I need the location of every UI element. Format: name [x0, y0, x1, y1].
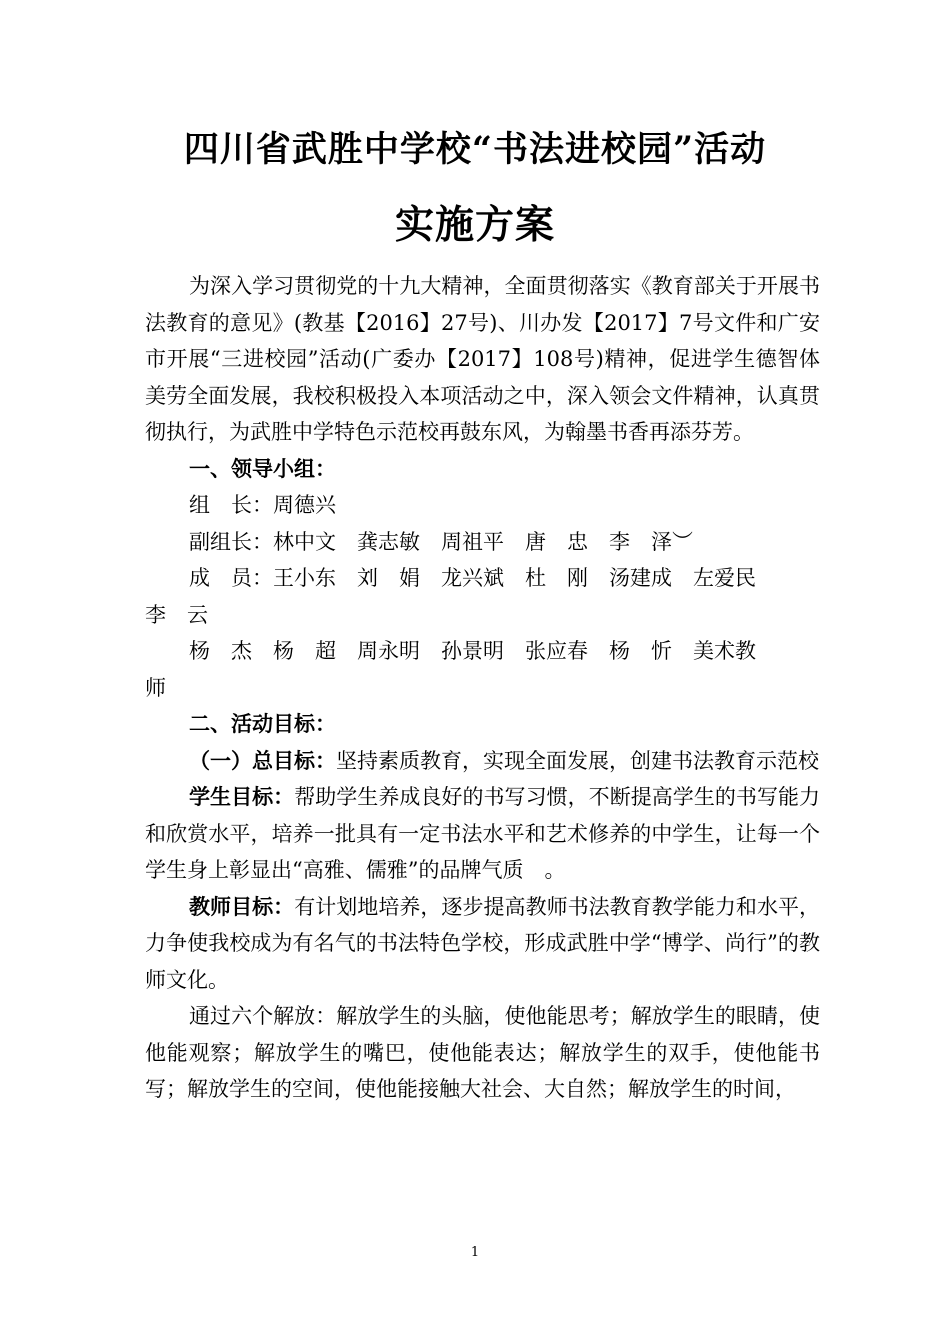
goal-teacher-paragraph: [145, 889, 820, 999]
section-heading-goals: 二、活动目标：: [189, 711, 336, 736]
members-row-continued: 师: [145, 675, 166, 700]
document-body: [145, 268, 820, 1108]
goal-teacher-label: 教师目标：: [189, 893, 295, 919]
deputy-leader-row: 副组长：林中文 龚志敏 周祖平 唐 忠 李 泽︶: [189, 529, 693, 554]
liberation-paragraph: 通过六个解放：解放学生的头脑，使他能思考；解放学生的眼睛，使他能观察；解放学生的嘴巴，使他能表达；解放学生的双手，使他能书写；解放学生的空间，使他能接触大社会、大自然；解放学生的时间，: [145, 1004, 820, 1101]
goal-overall-text: 坚持素质教育，实现全面发展，创建书法教育示范校: [336, 748, 819, 773]
goal-overall-paragraph: [145, 743, 820, 780]
leader-row: 组 长：周德兴: [189, 493, 336, 517]
section-heading-leadership: 一、领导小组：: [189, 455, 336, 481]
goal-student-paragraph: [145, 779, 820, 889]
page-number: 1: [470, 1245, 480, 1260]
goal-overall-label: （一）总目标：: [189, 747, 336, 773]
members-row-continued: 李 云: [145, 602, 208, 627]
members-row: 杨 杰 杨 超 周永明 孙景明 张应春 杨 忻 美术教: [189, 639, 756, 663]
intro-paragraph: 为深入学习贯彻党的十九大精神，全面贯彻落实《教育部关于开展书法教育的意见》(教基【2016】27号)、川办发【2017】7号文件和广安市开展“三进校园”活动(广委办【2017】108号)精神，促进学生德智体美劳全面发展，我校积极投入本项活动之中，深入领会文件精神，认真贯彻执行，为武胜中学特色示范校再鼓东风，为翰墨书香再添芬芳。: [145, 274, 820, 444]
goal-student-text: 帮助学生养成良好的书写习惯，不断提高学生的书写能力和欣赏水平，培养一批具有一定书法水平和艺术修养的中学生，让每一个学生身上彰显出“高雅、儒雅”的品牌气质 。: [145, 785, 821, 882]
members-row: 成 员：王小东 刘 娟 龙兴斌 杜 刚 汤建成 左爱民: [189, 566, 756, 590]
document-subtitle: 实施方案: [394, 202, 555, 248]
goal-student-label: 学生目标：: [189, 784, 295, 809]
goal-teacher-text: 有计划地培养，逐步提高教师书法教育教学能力和水平，力争使我校成为有名气的书法特色学校，形成武胜中学“博学、尚行”的教师文化。: [145, 894, 821, 992]
document-title: 四川省武胜中学校“书法进校园”活动: [183, 129, 767, 170]
